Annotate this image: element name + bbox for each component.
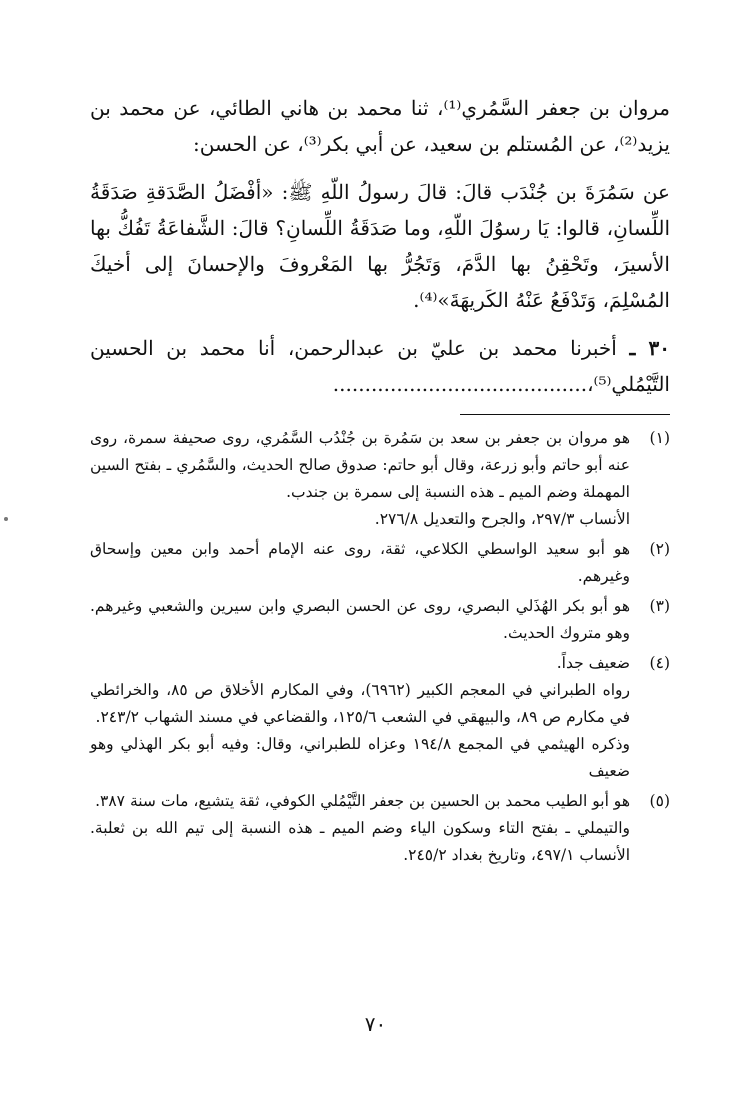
footnote-line: الأنساب ٢٩٧/٣، والجرح والتعديل ٢٧٦/٨. <box>374 510 630 528</box>
ellipsis-dots: ........................................ <box>332 372 588 396</box>
footnote-line: رواه الطبراني في المعجم الكبير (٦٩٦٢)، وفي المكارم الأخلاق ص ٨٥، والخرائطي في مكارم ص ٨٩، والبيهقي في الشعب ١٢٥/٦، والقضاعي في مسند الشهاب ٢٤٣/٢. <box>90 681 630 726</box>
isnad-paragraph: مروان بن جعفر السَّمُري⁽¹⁾، ثنا محمد بن هاني الطائي، عن محمد بن يزيد⁽²⁾، عن المُستلم بن سعيد، عن أبي بكر⁽³⁾، عن الحسن: <box>90 96 670 156</box>
main-text <box>90 90 670 402</box>
footnote-line: هو أبو الطيب محمد بن الحسين بن جعفر التَّيْمُلي الكوفي، ثقة يتشيع، مات سنة ٣٨٧. <box>95 792 630 810</box>
page-number: ٧٠ <box>364 1012 387 1036</box>
footnote-line: ضعيف جداً. <box>556 654 630 672</box>
footnote-line: هو مروان بن جعفر بن سعد بن سَمُرة بن جُنْدُب السَّمُري، روى صحيفة سمرة، روى عنه أبو حاتم وأبو زرعة، وقال أبو حاتم: صدوق صالح الحديث، والسَّمُري ـ بفتح السين المهملة وضم الميم ـ هذه النسبة إلى سمرة بن جندب. <box>90 429 630 501</box>
entry-number: ٣٠ ـ <box>629 336 671 360</box>
footnote-line: والتيملي ـ بفتح التاء وسكون الياء وضم الميم ـ هذه النسبة إلى تيم الله بن ثعلبة. الأنساب ٤٩٧/١، وتاريخ بغداد ٢٤٥/٢. <box>90 819 630 864</box>
footnote-label: (٢) <box>649 540 670 558</box>
entry-30-text: أخبرنا محمد بن عليّ بن عبدالرحمن، أنا محمد بن الحسين التَّيْمُلي⁽⁵⁾، <box>90 336 670 396</box>
footnote-5 <box>90 788 670 869</box>
book-page <box>90 90 670 872</box>
footnote-line: هو أبو سعيد الواسطي الكلاعي، ثقة، روى عنه الإمام أحمد وابن معين وإسحاق وغيرهم. <box>90 540 630 585</box>
entry-30-paragraph <box>90 330 670 402</box>
footnote-label: (٤) <box>649 654 670 672</box>
footnote-divider <box>460 414 670 415</box>
footnote-4 <box>90 650 670 785</box>
footnote-label: (٥) <box>649 792 670 810</box>
footnote-label: (١) <box>649 429 670 447</box>
footnote-line: وذكره الهيثمي في المجمع ١٩٤/٨ وعزاه للطبراني، وقال: وفيه أبو بكر الهذلي وهو ضعيف <box>90 735 630 780</box>
hadith-paragraph: عن سَمُرَةَ بن جُنْدَب قالَ: قالَ رسولُ اللّهِ ﷺ: «أفْضَلُ الصَّدَقةِ صَدَقَةُ اللِّسانِ، قالوا: يَا رسوُلَ اللّهِ، وما صَدَقَةُ اللِّسانِ؟ قالَ: الشَّفاعَةُ تَفُكُّ بها الأسيرَ، وتَحْقِنُ بها الدَّمَ، وَتَجُرُّ بها المَعْروفَ والإحسانَ إلى أخيكَ المُسْلِمَ، وَتَدْفَعُ عَنْهُ الكَريهَةَ»⁽⁴⁾. <box>90 180 670 312</box>
scan-speck <box>4 517 8 521</box>
footnote-line: هو أبو بكر الهُذَلي البصري، روى عن الحسن البصري وابن سيرين والشعبي وغيرهم. وهو متروك الحديث. <box>90 597 630 642</box>
footnote-label: (٣) <box>649 597 670 615</box>
footnotes <box>90 425 670 869</box>
footnote-3 <box>90 593 670 647</box>
footnote-1 <box>90 425 670 533</box>
footnote-2 <box>90 536 670 590</box>
